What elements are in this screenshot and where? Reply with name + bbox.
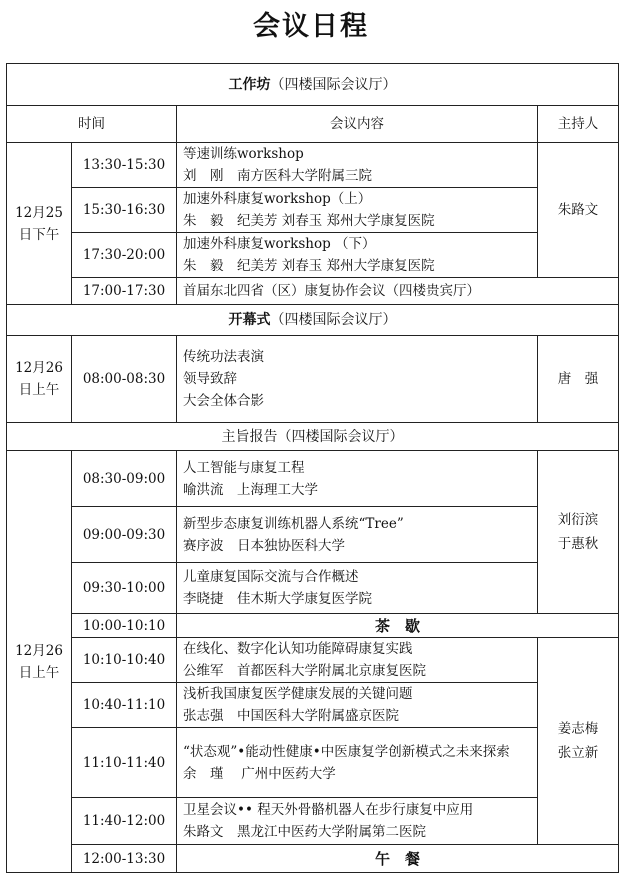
opening-item: 领导致辞 (183, 371, 237, 387)
time-cell: 11:10-11:40 (72, 728, 177, 798)
date-cell: 12月26日上午 (7, 451, 72, 873)
content-cell: 首届东北四省（区）康复协作会议（四楼贵宾厅） (177, 278, 619, 305)
session-title: 在线化、数字化认知功能障碍康复实践 (183, 641, 413, 657)
time-cell: 12:00-13:30 (72, 845, 177, 873)
session-speaker: 喻洪流 上海理工大学 (183, 481, 318, 498)
host-cell: 姜志梅 张立新 (538, 638, 619, 845)
header-host: 主持人 (538, 106, 619, 143)
time-cell: 08:30-09:00 (72, 451, 177, 507)
session-title: 卫星会议•• 程天外骨骼机器人在步行康复中应用 (183, 802, 474, 818)
session-title: 人工智能与康复工程 (183, 459, 305, 476)
table-row (7, 143, 619, 188)
schedule-table (6, 63, 619, 873)
content-cell (177, 188, 538, 233)
lunch-break: 午 餐 (177, 845, 619, 873)
session-title: 新型步态康复训练机器人系统“Tree” (183, 515, 404, 532)
section-opening (7, 305, 619, 336)
session-speaker: 余 瑾 广州中医药大学 (183, 765, 336, 782)
session-title: “状态观”•能动性健康•中医康复学创新模式之未来探索 (183, 743, 510, 760)
time-cell: 09:30-10:00 (72, 563, 177, 614)
time-cell: 09:00-09:30 (72, 507, 177, 563)
opening-item: 传统功法表演 (183, 349, 264, 365)
table-row (7, 563, 619, 614)
content-cell (177, 451, 538, 507)
content-cell (177, 683, 538, 728)
session-speaker: 朱 毅 纪美芳 刘春玉 郑州大学康复医院 (183, 258, 435, 274)
session-speaker: 赛序波 日本独协医科大学 (183, 537, 345, 554)
tea-break: 茶 歇 (177, 614, 619, 638)
content-cell (177, 233, 538, 278)
date-cell: 12月26日上午 (7, 336, 72, 423)
table-row (7, 188, 619, 233)
table-row (7, 728, 619, 798)
content-cell (177, 336, 538, 423)
time-cell: 10:40-11:10 (72, 683, 177, 728)
content-cell (177, 563, 538, 614)
section-opening-name: 开幕式 (228, 312, 271, 328)
section-keynote-title: 主旨报告（四楼国际会议厅） (7, 423, 619, 451)
content-cell (177, 728, 538, 798)
session-title: 加速外科康复workshop （下） (183, 236, 376, 252)
table-row (7, 451, 619, 507)
time-cell: 11:40-12:00 (72, 798, 177, 845)
table-row (7, 233, 619, 278)
host-cell: 朱路文 (538, 143, 619, 278)
table-row (7, 798, 619, 845)
section-workshop-name: 工作坊 (228, 76, 271, 93)
session-speaker: 李晓捷 佳木斯大学康复医学院 (183, 591, 372, 607)
session-speaker: 朱 毅 纪美芳 刘春玉 郑州大学康复医院 (183, 213, 435, 229)
header-row (7, 106, 619, 143)
time-cell: 17:30-20:00 (72, 233, 177, 278)
session-speaker: 张志强 中国医科大学附属盛京医院 (183, 708, 399, 724)
date-cell: 12月25日下午 (7, 143, 72, 305)
table-row (7, 336, 619, 423)
time-cell: 17:00-17:30 (72, 278, 177, 305)
time-cell: 10:00-10:10 (72, 614, 177, 638)
host-cell: 唐 强 (538, 336, 619, 423)
header-content: 会议内容 (177, 106, 538, 143)
table-row (7, 845, 619, 873)
content-cell (177, 798, 538, 845)
content-cell (177, 638, 538, 683)
session-speaker: 公维军 首都医科大学附属北京康复医院 (183, 663, 426, 679)
session-speaker: 朱路文 黑龙江中医药大学附属第二医院 (183, 824, 426, 840)
opening-item: 大会全体合影 (183, 393, 264, 409)
session-title: 等速训练workshop (183, 146, 304, 162)
header-time: 时间 (7, 106, 177, 143)
time-cell: 10:10-10:40 (72, 638, 177, 683)
table-row (7, 507, 619, 563)
section-workshop-venue: （四楼国际会议厅） (270, 76, 397, 93)
table-row (7, 614, 619, 638)
session-speaker: 刘 刚 南方医科大学附属三院 (183, 168, 372, 184)
time-cell: 15:30-16:30 (72, 188, 177, 233)
section-opening-venue: （四楼国际会议厅） (270, 312, 397, 328)
host-cell: 刘衍滨 于惠秋 (538, 451, 619, 614)
table-row (7, 278, 619, 305)
time-cell: 08:00-08:30 (72, 336, 177, 423)
time-cell: 13:30-15:30 (72, 143, 177, 188)
table-row (7, 683, 619, 728)
section-keynote (7, 423, 619, 451)
page-title: 会议日程 (253, 11, 369, 42)
session-title: 浅析我国康复医学健康发展的关键问题 (183, 686, 413, 702)
session-title: 加速外科康复workshop（上） (183, 191, 372, 207)
section-workshop (7, 64, 619, 106)
content-cell (177, 143, 538, 188)
session-title: 儿童康复国际交流与合作概述 (183, 569, 359, 585)
table-row (7, 638, 619, 683)
content-cell (177, 507, 538, 563)
